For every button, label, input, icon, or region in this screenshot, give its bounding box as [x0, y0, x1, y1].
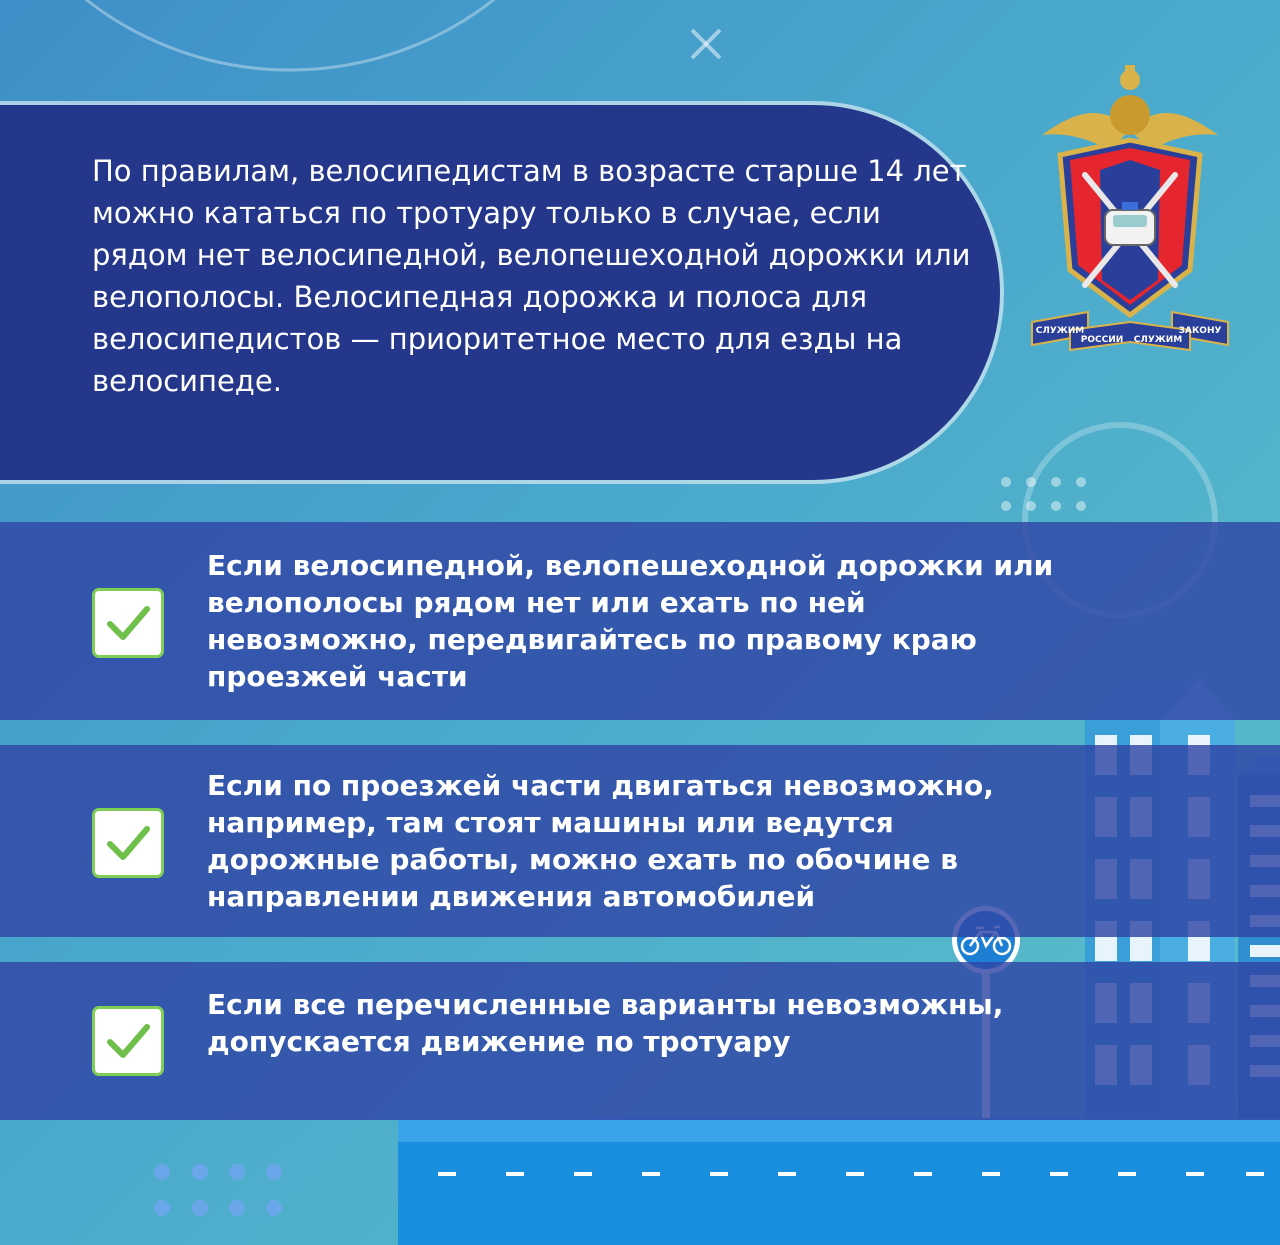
- checkmark-box-3: [92, 1006, 164, 1076]
- ribbon-center-label-2: СЛУЖИМ: [1133, 335, 1183, 345]
- rule-text-1: Если велосипедной, велопешеходной дорожки или велополосы рядом нет или ехать по ней невозможно, передвигайтесь по правому краю проезжей части: [207, 549, 1054, 693]
- ribbon-left-label: СЛУЖИМ: [1035, 326, 1085, 336]
- ribbon-right-label: ЗАКОНУ: [1178, 326, 1222, 336]
- rule-text-3: Если все перечисленные варианты невозможны, допускается движение по тротуару: [207, 988, 1004, 1058]
- checkmark-icon: [95, 591, 161, 655]
- rule-text-2: Если по проезжей части двигаться невозможно, например, там стоят машины или ведутся дорожные работы, можно ехать по обочине в направлении движения автомобилей: [207, 769, 994, 913]
- decor-dots-bottom: [154, 1164, 282, 1216]
- intro-text: По правилам, велосипедистам в возрасте старше 14 лет можно кататься по тротуару только в случае, если рядом нет велосипедной, велопешеходной дорожки или велополосы. Велосипедная дорожка и полоса для велосипедистов — приоритетное место для езды на велосипеде.: [92, 154, 971, 398]
- ribbon-center-label: РОССИИ: [1080, 335, 1124, 345]
- checkmark-icon: [95, 1009, 161, 1073]
- checkmark-icon: [95, 811, 161, 875]
- checkmark-box-1: [92, 588, 164, 658]
- road: [398, 1118, 1280, 1245]
- checkmark-box-2: [92, 808, 164, 878]
